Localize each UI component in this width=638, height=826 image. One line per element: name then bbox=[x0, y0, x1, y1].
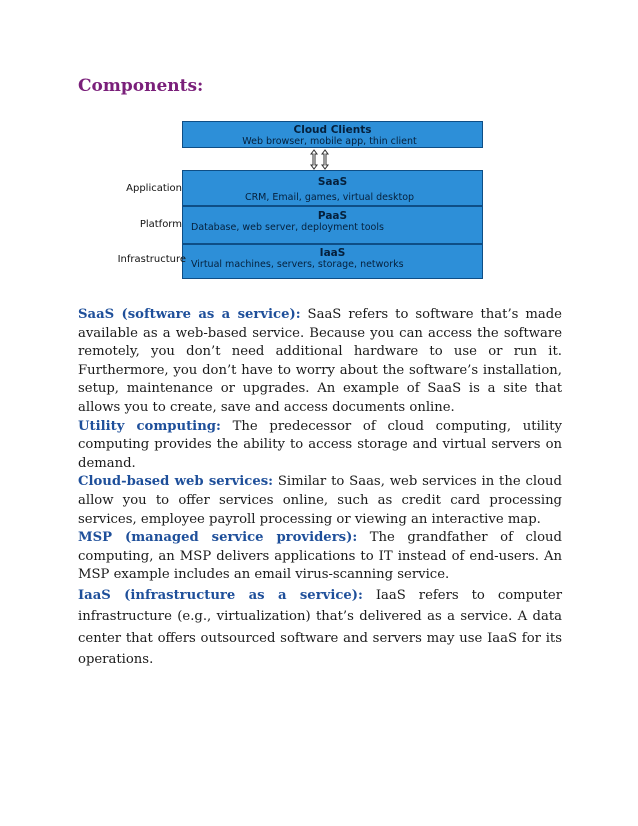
saas-box bbox=[182, 170, 483, 206]
infrastructure-layer-label: Infrastructure bbox=[117, 254, 186, 265]
term-web-services: Cloud-based web services: bbox=[78, 474, 274, 490]
text-msp: The grandfather of cloud computing, an MSP delivers applications to IT instead of end-users. An MSP example includes an email virus-scanning service. bbox=[78, 530, 562, 583]
paas-desc: Database, web server, deployment tools bbox=[191, 222, 384, 233]
term-msp: MSP (managed service providers): bbox=[78, 530, 358, 546]
paas-title: PaaS bbox=[317, 210, 348, 222]
paragraph-msp bbox=[78, 529, 562, 585]
text-iaas: IaaS refers to computer infrastructure (e.g., virtualization) that’s delivered as a service. A data center that offers outsourced software and servers may use IaaS for its operations. bbox=[78, 587, 562, 668]
body-text bbox=[78, 306, 562, 671]
bidirectional-arrows-icon bbox=[310, 149, 344, 170]
application-layer-label: Application bbox=[126, 183, 182, 194]
cloud-clients-title: Cloud Clients bbox=[293, 124, 372, 136]
saas-title: SaaS bbox=[317, 176, 348, 188]
term-utility: Utility computing: bbox=[78, 418, 221, 434]
saas-desc: CRM, Email, games, virtual desktop bbox=[244, 192, 415, 203]
text-web-services: Similar to Saas, web services in the cloud allow you to offer services online, such as credit card processing services, employee payroll processing or viewing an interactive map. bbox=[78, 474, 562, 527]
paragraph-web-services bbox=[78, 473, 562, 529]
iaas-desc: Virtual machines, servers, storage, networks bbox=[191, 259, 404, 270]
text-saas: SaaS refers to software that’s made available as a web-based service. Because you can access the software remotely, you don’t need additional hardware to use or run it. Furthermore, you don’t have to worry about the software’s installation, setup, maintenance or upgrades. An example of SaaS is a site that allows you to create, save and access documents online. bbox=[78, 307, 562, 415]
paragraph-saas bbox=[78, 306, 562, 418]
text-utility: The predecessor of cloud computing, utility computing provides the ability to access storage and virtual servers on demand. bbox=[78, 418, 562, 471]
page-heading: Components: bbox=[78, 76, 204, 96]
paas-box bbox=[182, 206, 483, 244]
term-saas: SaaS (software as a service): bbox=[78, 307, 301, 322]
iaas-box bbox=[182, 244, 483, 279]
paragraph-iaas bbox=[78, 585, 562, 671]
cloud-clients-box bbox=[182, 121, 483, 148]
iaas-title: IaaS bbox=[319, 247, 346, 259]
paragraph-utility bbox=[78, 418, 562, 474]
cloud-clients-desc: Web browser, mobile app, thin client bbox=[242, 136, 417, 147]
cloud-stack-diagram bbox=[88, 118, 488, 286]
term-iaas: IaaS (infrastructure as a service): bbox=[78, 587, 363, 603]
platform-layer-label: Platform bbox=[139, 219, 182, 230]
